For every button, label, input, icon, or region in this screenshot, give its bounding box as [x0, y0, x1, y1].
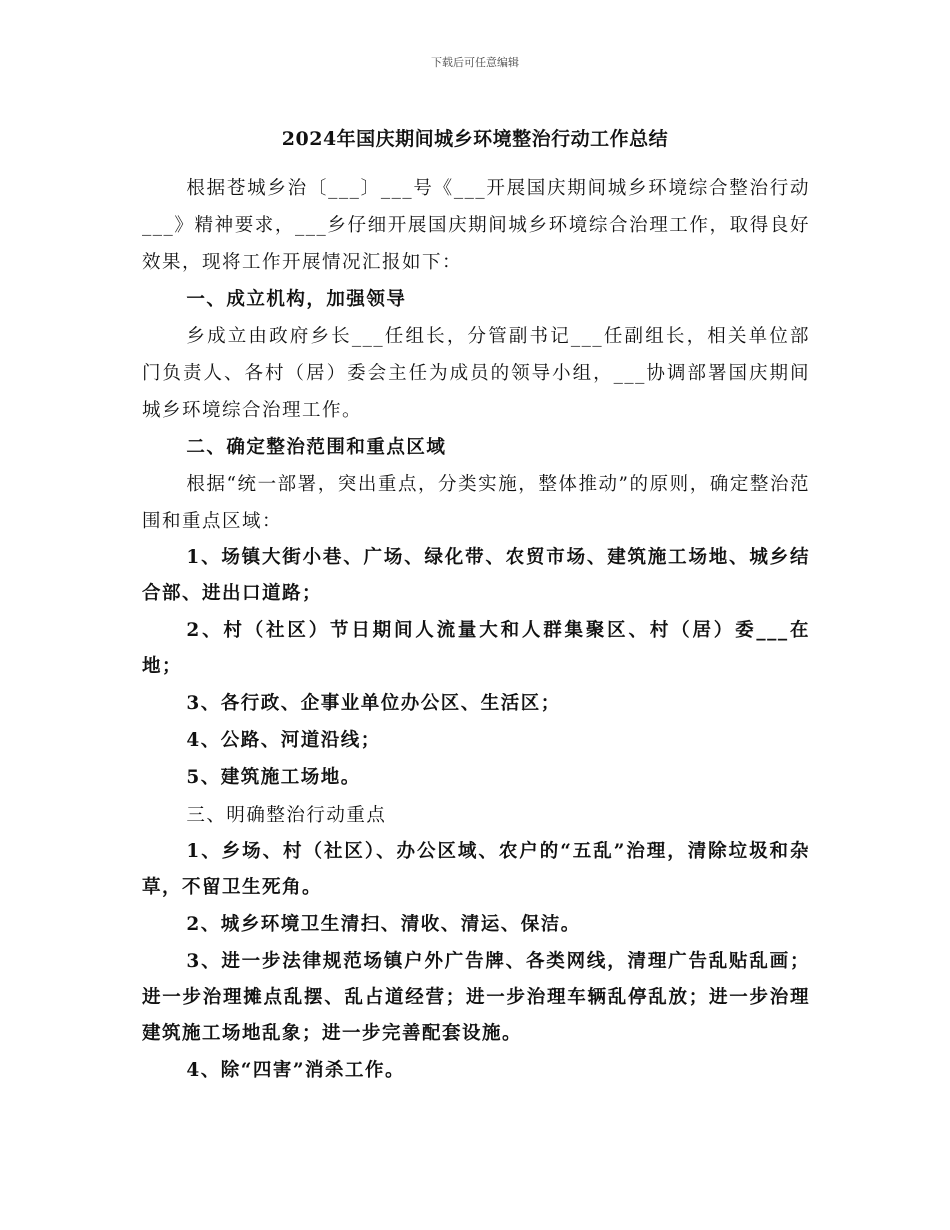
section-heading-3: 三、明确整治行动重点 [186, 805, 387, 826]
list-item: 4、除“四害”消杀工作。 [186, 1060, 406, 1081]
list-item: 1、乡场、村（社区）、办公区域、农户的“五乱”治理，清除垃圾和杂草，不留卫生死角。 [142, 841, 810, 898]
list-item: 3、进一步法律规范场镇户外广告牌、各类网线，清理广告乱贴乱画；进一步治理摊点乱摆、乱占道经营；进一步治理车辆乱停乱放；进一步治理建筑施工场地乱象；进一步完善配套设施。 [142, 951, 810, 1044]
list-item: 1、场镇大街小巷、广场、绿化带、农贸市场、建筑施工场地、城乡结合部、进出口道路； [142, 547, 810, 604]
list-item: 3、各行政、企事业单位办公区、生活区； [186, 693, 561, 714]
document-body [142, 170, 810, 1090]
list-item: 2、村（社区）节日期间人流量大和人群集聚区、村（居）委___在地； [142, 620, 810, 677]
list-item: 5、建筑施工场地。 [186, 767, 361, 788]
section-2-paragraph: 根据“统一部署，突出重点，分类实施，整体推动”的原则，确定整治范围和重点区域： [142, 474, 810, 532]
section-1-paragraph: 乡成立由政府乡长___任组长，分管副书记___任副组长，相关单位部门负责人、各村（居）委会主任为成员的领导小组，___协调部署国庆期间城乡环境综合治理工作。 [142, 326, 810, 421]
section-heading-2: 二、确定整治范围和重点区域 [186, 437, 447, 458]
intro-paragraph: 根据苍城乡治〔___〕___号《___开展国庆期间城乡环境综合整治行动___》精神要求，___乡仔细开展国庆期间城乡环境综合治理工作，取得良好效果，现将工作开展情况汇报如下： [142, 178, 810, 273]
list-item: 4、公路、河道沿线； [186, 730, 381, 751]
section-heading-1: 一、成立机构，加强领导 [186, 289, 407, 310]
page-header-watermark: 下载后可任意编辑 [431, 56, 519, 69]
document-title: 2024年国庆期间城乡环境整治行动工作总结 [281, 128, 669, 150]
list-item: 2、城乡环境卫生清扫、清收、清运、保洁。 [186, 914, 581, 935]
